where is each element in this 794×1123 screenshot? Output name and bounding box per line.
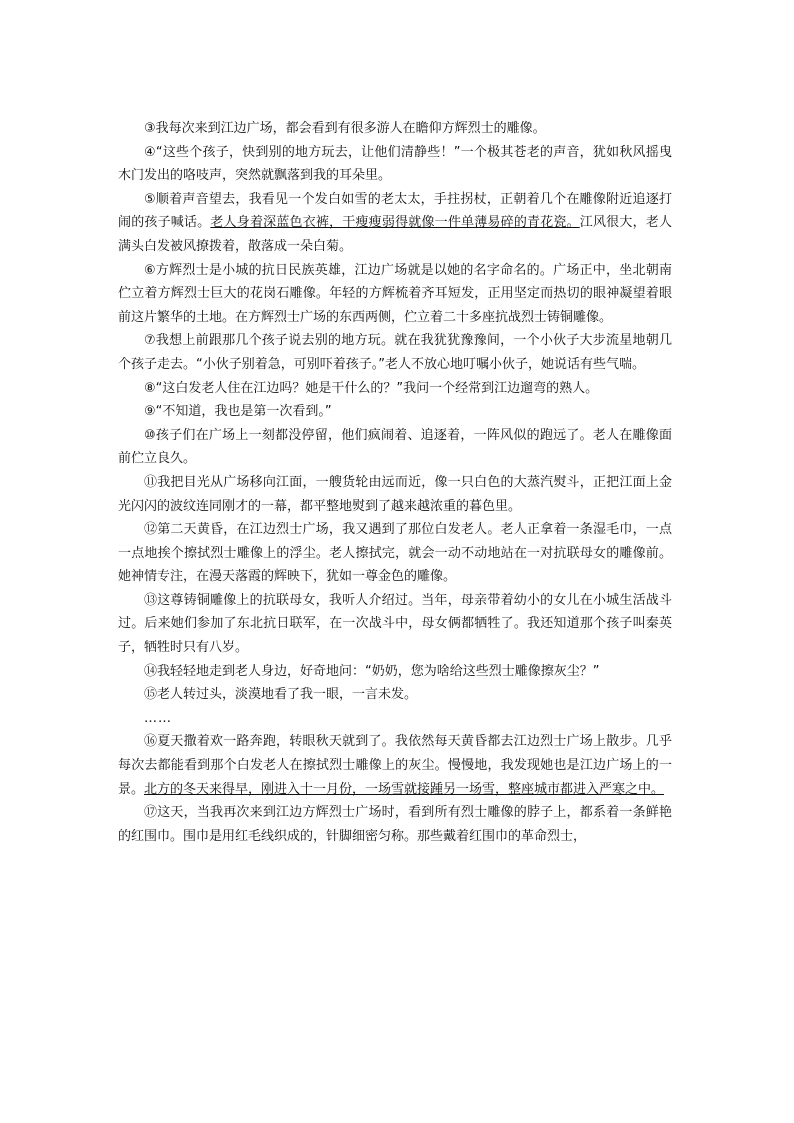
paragraph-text: ⑩孩子们在广场上一刻都没停留，他们疯闹着、追逐着，一阵风似的跑远了。老人在雕像面前伫立良久。 bbox=[118, 427, 672, 467]
underlined-sentence: 北方的冬天来得早，刚进入十一月份，一场雪就接踵另一场雪，整座城市都进入严寒之中。 bbox=[144, 781, 665, 797]
paragraph bbox=[118, 730, 672, 801]
paragraph-text: ③我每次来到江边广场，都会看到有很多游人在瞻仰方辉烈士的雕像。 bbox=[144, 121, 546, 136]
document-page bbox=[118, 117, 672, 848]
paragraph-text: ⑭我轻轻地走到老人身边，好奇地问：“奶奶，您为啥给这些烈士雕像擦灰尘？” bbox=[144, 663, 600, 679]
ellipsis-separator bbox=[118, 707, 672, 731]
paragraph bbox=[118, 141, 672, 188]
paragraph bbox=[118, 660, 672, 684]
underlined-sentence: 老人身着深蓝色衣裤，干瘦瘦弱得就像一件单薄易碎的青花瓷。 bbox=[210, 215, 580, 231]
paragraph bbox=[118, 188, 672, 259]
paragraph-text: ⑥方辉烈士是小城的抗日民族英雄，江边广场就是以她的名字命名的。广场正中，坐北朝南伫立着方辉烈士巨大的花岗石雕像。年轻的方辉梳着齐耳短发，正用坚定而热切的眼神凝望着眼前这片繁华的土地。在方辉烈士广场的东西两侧，伫立着二十多座抗战烈士铸铜雕像。 bbox=[118, 262, 672, 325]
paragraph-text: ④“这些个孩子，快到别的地方玩去，让他们清静些！”一个极其苍老的声音，犹如秋风摇曳木门发出的咯吱声，突然就飘落到我的耳朵里。 bbox=[118, 144, 672, 184]
paragraph-text: ⑪我把目光从广场移向江面，一艘货轮由远而近，像一只白色的大蒸汽熨斗，正把江面上金光闪闪的波纹连同刚才的一幕，都平整地熨到了越来越浓重的暮色里。 bbox=[118, 474, 672, 514]
paragraph bbox=[118, 801, 672, 848]
paragraph bbox=[118, 589, 672, 660]
paragraph bbox=[118, 518, 672, 589]
paragraph bbox=[118, 329, 672, 376]
paragraph-text: ⑨“不知道，我也是第一次看到。” bbox=[144, 404, 332, 420]
paragraph-text: …… bbox=[144, 710, 172, 726]
paragraph-text: ⑮老人转过头，淡漠地看了我一眼，一言未发。 bbox=[144, 687, 418, 703]
paragraph-text: ⑰这天，当我再次来到江边方辉烈士广场时，看到所有烈士雕像的脖子上，都系着一条鲜艳的红围巾。围巾是用红毛线织成的，针脚细密匀称。那些戴着红围巾的革命烈士， bbox=[118, 805, 672, 844]
paragraph bbox=[118, 400, 672, 424]
paragraph bbox=[118, 259, 672, 330]
paragraph-text: ⑦我想上前跟那几个孩子说去别的地方玩。就在我犹犹豫豫间，一个小伙子大步流星地朝几个孩子走去。“小伙子别着急，可别吓着孩子。”老人不放心地叮嘱小伙子，她说话有些气喘。 bbox=[118, 333, 672, 372]
paragraph-text: ⑬这尊铸铜雕像上的抗联母女，我听人介绍过。当年，母亲带着幼小的女儿在小城生活战斗过。后来她们参加了东北抗日联军，在一次战斗中，母女俩都牺牲了。我还知道那个孩子叫秦英子，牺牲时只有八岁。 bbox=[118, 592, 672, 656]
paragraph bbox=[118, 377, 672, 401]
paragraph bbox=[118, 424, 672, 471]
paragraph-text: ⑯夏天撒着欢一路奔跑，转眼秋天就到了。我依然每天黄昏都去江边烈士广场上散步。几乎每次去都能看到那个白发老人在擦拭烈士雕像上的灰尘。慢慢地，我发现她也是江边广场上的一景。 bbox=[118, 734, 672, 797]
paragraph bbox=[118, 471, 672, 518]
paragraph-text: ⑧“这白发老人住在江边吗？她是干什么的？”我问一个经常到江边遛弯的熟人。 bbox=[144, 380, 599, 396]
paragraph-text: 江风很大，老人满头白发被风撩拨着，散落成一朵白菊。 bbox=[118, 215, 672, 254]
paragraph-text: ⑤顺着声音望去，我看见一个发白如雪的老太太，手拄拐杖，正朝着几个在雕像附近追逐打闹的孩子喊话。 bbox=[118, 191, 672, 231]
paragraph bbox=[118, 117, 672, 141]
paragraph-text: ⑫第二天黄昏，在江边烈士广场，我又遇到了那位白发老人。老人正拿着一条湿毛巾，一点一点地挨个擦拭烈士雕像上的浮尘。老人擦拭完，就会一动不动地站在一对抗联母女的雕像前。她神情专注，在漫天落霞的辉映下，犹如一尊金色的雕像。 bbox=[118, 522, 672, 585]
paragraph bbox=[118, 683, 672, 707]
